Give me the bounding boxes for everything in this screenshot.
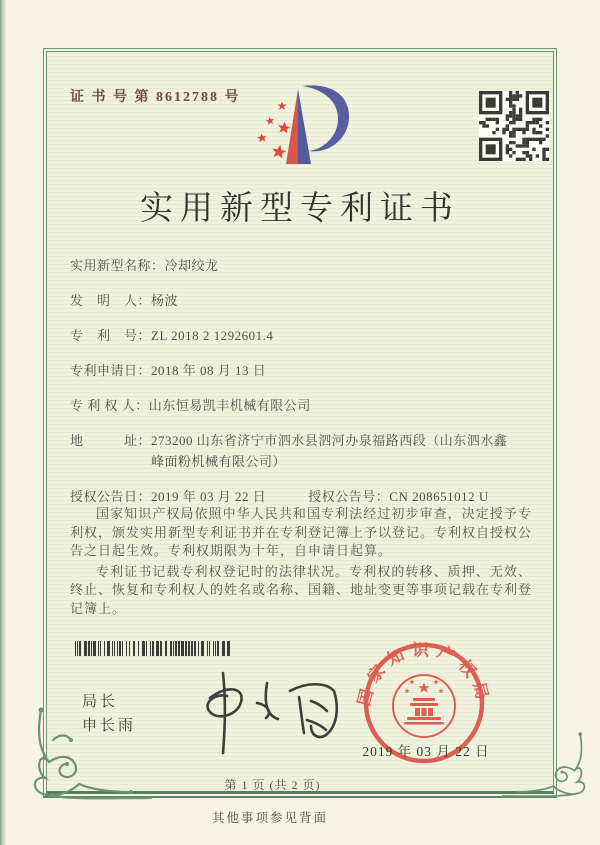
director-title-label: 局长: [82, 694, 119, 710]
field-row-patent-no: [70, 325, 540, 346]
certificate-fields: [70, 255, 540, 507]
corner-flourish-right-icon: [500, 730, 590, 800]
field-value: 杨波: [151, 293, 179, 308]
page-indicator: 第 1 页 (共 2 页): [224, 778, 321, 792]
field-label: 地 址：: [70, 433, 152, 448]
seal-date: 2019 年 03 月 22 日: [362, 744, 490, 759]
director-name-label: 申长雨: [82, 718, 137, 734]
field-label: 专 利 号：: [70, 328, 152, 343]
field-label: 授权公告号：: [308, 489, 390, 504]
grant-number-pair: [308, 486, 488, 507]
barcode-icon: [75, 641, 233, 656]
qr-code-icon: [479, 91, 549, 161]
field-value: 2019 年 03 月 22 日: [151, 489, 267, 504]
back-side-note: 其他事项参见背面: [211, 811, 328, 825]
field-label: 实用新型名称：: [70, 258, 165, 273]
field-row-name: [70, 255, 540, 276]
field-value: 冷却绞龙: [164, 258, 219, 273]
field-row-inventor: [70, 290, 540, 311]
field-row-patentee: [70, 395, 540, 416]
corner-flourish-left-icon: [27, 706, 155, 802]
scan-edge-shadow: [0, 0, 7, 845]
grant-row: [70, 486, 540, 507]
grant-date-pair: [70, 486, 266, 507]
certificate-title: 实用新型专利证书: [140, 191, 460, 227]
field-label: 授权公告日：: [70, 489, 152, 504]
signature-icon: [190, 665, 340, 760]
body-paragraph-1: 国家知识产权局依照中华人民共和国专利法经过初步审查，决定授予专利权，颁发实用新型专利证书并在专利登记簿上予以登记。专利权自授权公告之日起生效。专利权期限为十年，自申请日起算。: [70, 506, 533, 558]
certificate-number: 证 书 号 第 8612788 号: [70, 90, 241, 105]
field-label: 专 利 权 人：: [70, 398, 149, 413]
cnipa-logo-icon: [248, 80, 354, 170]
body-paragraph-2: 专利证书记载专利权登记时的法律状况。专利权的转移、质押、无效、终止、恢复和专利权人的姓名或名称、国籍、地址变更等事项记载在专利登记簿上。: [70, 563, 533, 616]
field-value: ZL 2018 2 1292601.4: [151, 328, 274, 343]
field-label: 专利申请日：: [70, 363, 152, 378]
field-value: 2018 年 08 月 13 日: [151, 363, 267, 378]
field-value: 273200 山东省济宁市泗水县泗河办泉福路西段（山东泗水鑫峰面粉机械有限公司）: [151, 433, 508, 469]
field-value: 山东恒易凯丰机械有限公司: [148, 398, 311, 413]
field-value: CN 208651012 U: [389, 489, 489, 504]
field-row-address: [70, 430, 540, 472]
field-label: 发 明 人：: [70, 293, 152, 308]
svg-text:国家知识产权局: 国家知识产权局: [354, 640, 494, 708]
legal-body-text: [70, 505, 532, 620]
field-row-filing-date: [70, 360, 540, 381]
